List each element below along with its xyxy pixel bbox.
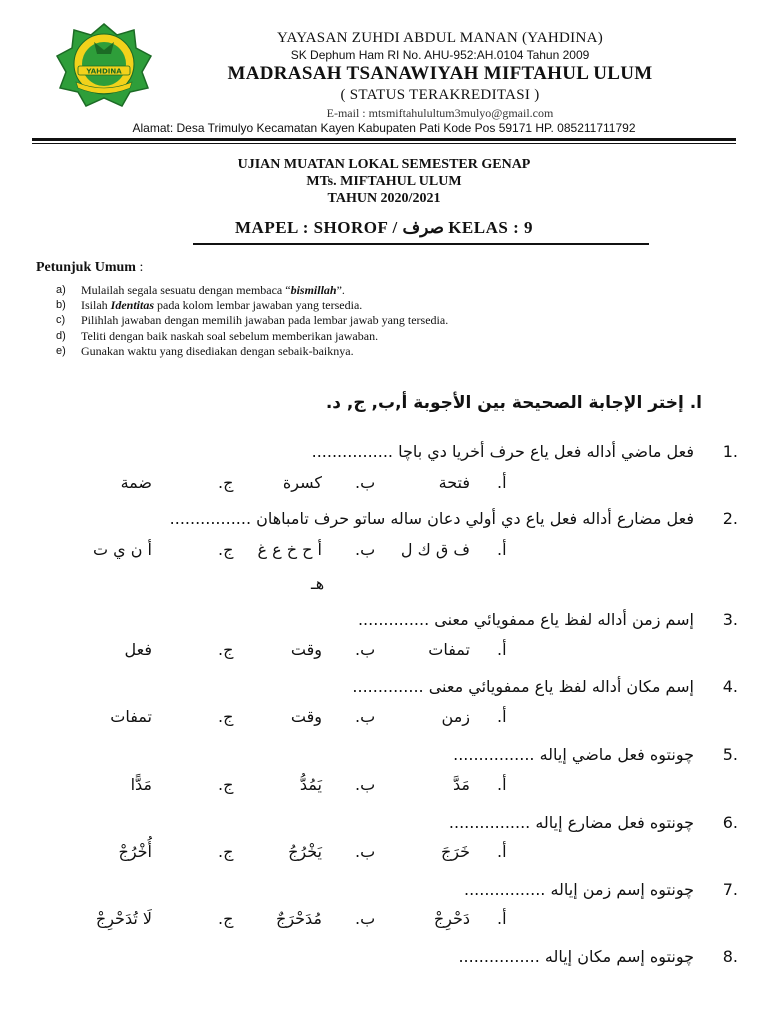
option-text: مَدَّ xyxy=(453,775,470,794)
instruction-letter: a) xyxy=(56,284,66,296)
option-text: تمفات xyxy=(428,640,470,659)
instruction-text: Mulailah segala sesuatu dengan membaca “bismillah”. xyxy=(81,283,345,297)
instruction-letter: d) xyxy=(56,329,66,342)
option-extra-letter: هـ xyxy=(311,574,325,593)
instruction-text: Pilihlah jawaban dengan memilih jawaban pada lembar jawab yang tersedia. xyxy=(81,313,449,328)
option-text: ف ق ك ل xyxy=(400,540,470,559)
question-row xyxy=(352,677,738,696)
option-label: ب. xyxy=(355,707,376,726)
instructions-heading-colon: : xyxy=(135,260,144,275)
option-text: كسرة xyxy=(282,473,322,492)
option-label: ج. xyxy=(218,707,234,726)
school-address: Alamat: Desa Trimulyo Kecamatan Kayen Kabupaten Pati Kode Pos 59171 HP. 085211711792 xyxy=(132,121,636,135)
option-label: ب. xyxy=(355,842,376,861)
option-text: يَخْرُجُ xyxy=(288,842,322,861)
option-label: ج. xyxy=(218,909,234,928)
instruction-text: Gunakan waktu yang disediakan dengan sebaik-baiknya. xyxy=(81,343,354,358)
question-row xyxy=(449,813,738,832)
instruction-text: Teliti dengan baik naskah soal sebelum memberikan jawaban. xyxy=(81,328,379,343)
option-text: مُدَحْرَجٌ xyxy=(275,909,322,928)
instructions-heading-label: Petunjuk Umum xyxy=(36,260,136,275)
question-text: إسم زمن أداله لفظ ياع ممفويائي معنى .............. xyxy=(357,610,694,629)
logo-banner-text: YAHDINA xyxy=(86,67,122,76)
question-row xyxy=(358,610,738,629)
decree-number: SK Dephum Ham RI No. AHU-952:AH.0104 Tahun 2009 xyxy=(290,48,590,62)
question-text: إسم مكان أداله لفظ ياع ممفويائي معنى .............. xyxy=(352,677,694,696)
letterhead-divider-thick xyxy=(32,138,736,141)
question-number: 7. xyxy=(722,880,738,899)
question-row xyxy=(170,509,738,528)
option-text: ضمة xyxy=(120,473,152,492)
exam-year: TAHUN 2020/2021 xyxy=(327,191,441,206)
instruction-text: Isilah Identitas pada kolom lembar jawaban yang tersedia. xyxy=(81,298,363,313)
instruction-letter: e) xyxy=(56,344,66,357)
option-text: خَرَجَ xyxy=(440,842,470,861)
option-text: يَمُدُّ xyxy=(299,775,322,794)
section-heading: ا. إختر الإجابة الصحيحة بين الأجوبة أ,ب, ج, د. xyxy=(325,393,702,413)
question-text: چونتوه إسم مكان إياله ................ xyxy=(458,947,694,966)
letterhead-divider-thin xyxy=(32,143,736,144)
option-label: أ. xyxy=(497,842,507,861)
option-label: ب. xyxy=(355,909,376,928)
option-label: ج. xyxy=(218,640,234,659)
question-text: چونتوه إسم زمن إياله ................ xyxy=(463,880,694,899)
instruction-letter: b) xyxy=(56,299,66,312)
instructions-heading xyxy=(36,260,143,276)
option-label: أ. xyxy=(497,909,507,928)
option-label: أ. xyxy=(497,707,507,726)
option-text: فعل xyxy=(124,640,152,659)
option-label: ج. xyxy=(218,842,234,861)
question-row xyxy=(312,442,738,461)
instruction-letter: c) xyxy=(56,314,66,327)
option-label: أ. xyxy=(497,473,507,492)
question-row xyxy=(453,745,738,764)
foundation-name: YAYASAN ZUHDI ABDUL MANAN (YAHDINA) xyxy=(276,30,604,46)
option-text: وقت xyxy=(290,640,322,659)
option-text: أُخْرُجْ xyxy=(118,842,152,861)
question-text: فعل ماضي أداله فعل ياع حرف أخريا دي باچا ................ xyxy=(311,442,694,461)
question-number: 3. xyxy=(722,610,738,629)
question-number: 1. xyxy=(722,442,738,461)
question-text: چونتوه فعل ماضي إياله ................ xyxy=(453,745,694,764)
question-number: 4. xyxy=(722,677,738,696)
option-text: تمفات xyxy=(110,707,152,726)
option-text: زمن xyxy=(441,707,470,726)
question-text: فعل مضارع أداله فعل ياع دي أولي دعان ساله ساتو حرف تامباهان ................ xyxy=(169,509,694,528)
option-text: فتحة xyxy=(438,473,470,492)
option-text: وقت xyxy=(290,707,322,726)
option-label: ج. xyxy=(218,540,234,559)
option-label: ج. xyxy=(218,775,234,794)
question-row xyxy=(458,947,738,966)
option-text: أ ن ي ت xyxy=(92,540,152,559)
question-text: چونتوه فعل مضارع إياله ................ xyxy=(448,813,694,832)
option-text: أ ح خ ع غ xyxy=(257,540,322,559)
option-label: ب. xyxy=(355,775,376,794)
question-row xyxy=(464,880,738,899)
accreditation-status: ( STATUS TERAKREDITASI ) xyxy=(340,87,540,103)
school-email: E-mail : mtsmiftahulultum3mulyo@gmail.com xyxy=(326,106,554,120)
exam-subject: MAPEL : SHOROF / صرف KELAS : 9 xyxy=(235,218,533,237)
school-name: MADRASAH TSANAWIYAH MIFTAHUL ULUM xyxy=(227,63,653,84)
instruction-emphasis: bismillah xyxy=(290,283,337,297)
exam-title: UJIAN MUATAN LOKAL SEMESTER GENAP xyxy=(237,157,531,172)
option-label: ب. xyxy=(355,540,376,559)
question-number: 5. xyxy=(722,745,738,764)
question-number: 6. xyxy=(722,813,738,832)
option-label: ج. xyxy=(218,473,234,492)
exam-school: MTs. MIFTAHUL ULUM xyxy=(306,174,462,189)
option-text: مَدًّا xyxy=(130,775,152,794)
question-number: 8. xyxy=(722,947,738,966)
option-label: أ. xyxy=(497,775,507,794)
option-label: ب. xyxy=(355,640,376,659)
option-text: دَحْرِجْ xyxy=(433,909,470,928)
question-number: 2. xyxy=(722,509,738,528)
option-label: أ. xyxy=(497,540,507,559)
option-text: لَا تُدَحْرِجْ xyxy=(95,909,152,928)
instruction-emphasis: Identitas xyxy=(110,298,155,313)
yahdina-logo-icon xyxy=(54,22,154,108)
option-label: أ. xyxy=(497,640,507,659)
option-label: ب. xyxy=(355,473,376,492)
subject-underline xyxy=(193,243,649,245)
